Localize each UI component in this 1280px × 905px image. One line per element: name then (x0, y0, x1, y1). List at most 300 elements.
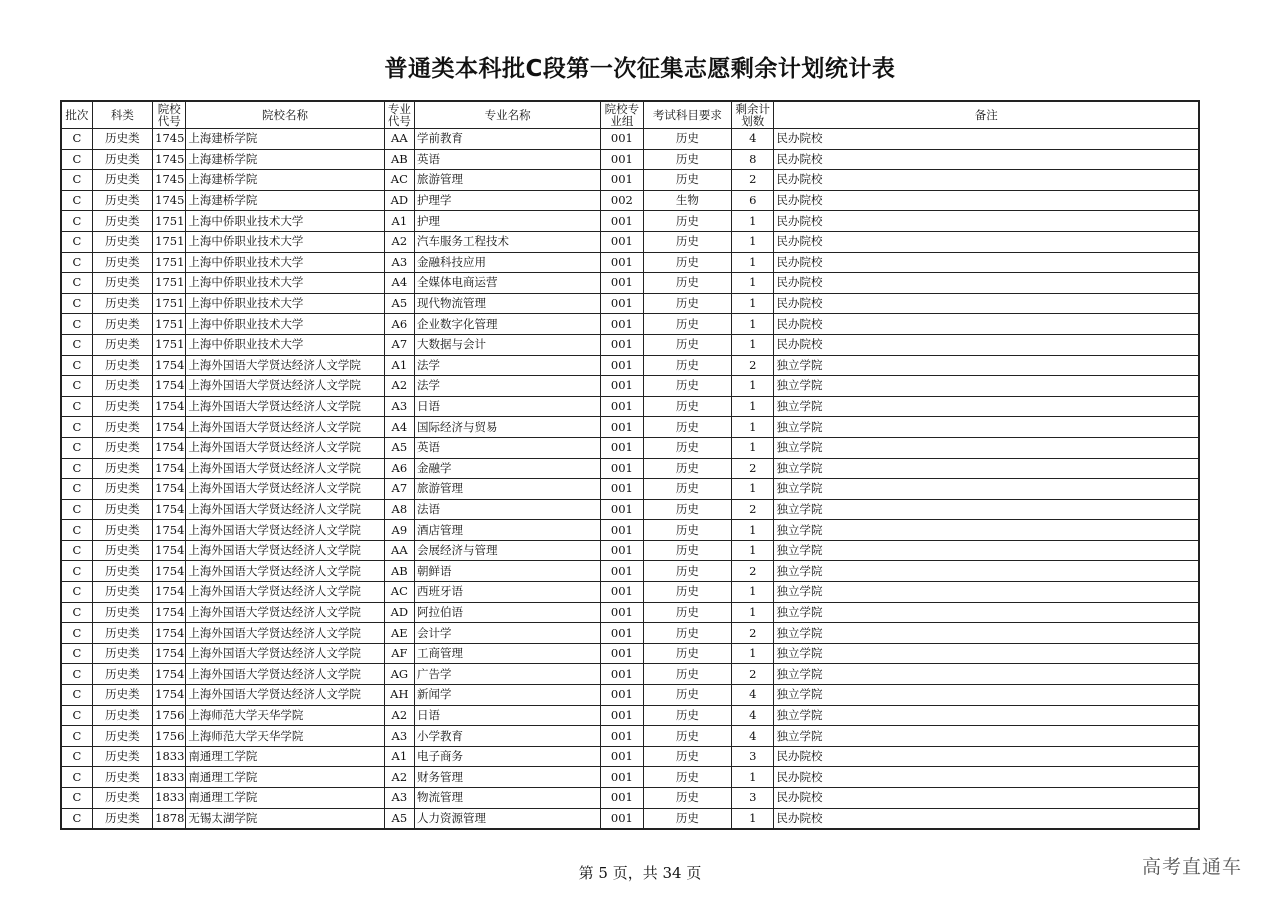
cell-major-name: 英语 (414, 437, 600, 458)
cell-remaining: 2 (732, 664, 774, 685)
cell-category: 历史类 (92, 582, 152, 603)
cell-major-code: AD (384, 190, 414, 211)
cell-school-code: 1754 (153, 520, 186, 541)
cell-batch: C (61, 190, 92, 211)
cell-category: 历史类 (92, 293, 152, 314)
cell-major-code: A8 (384, 499, 414, 520)
cell-major-code: AH (384, 685, 414, 706)
cell-category: 历史类 (92, 479, 152, 500)
cell-school-code: 1878 (153, 808, 186, 829)
cell-note: 民办院校 (774, 334, 1199, 355)
cell-school-name: 无锡太湖学院 (186, 808, 384, 829)
cell-school-code: 1754 (153, 582, 186, 603)
cell-category: 历史类 (92, 396, 152, 417)
header-remaining: 剩余计划数 (732, 101, 774, 129)
table-row (61, 520, 1199, 541)
cell-batch: C (61, 334, 92, 355)
cell-group: 001 (601, 561, 643, 582)
cell-school-name: 上海中侨职业技术大学 (186, 231, 384, 252)
cell-note: 独立学院 (774, 396, 1199, 417)
cell-batch: C (61, 520, 92, 541)
table-row (61, 252, 1199, 273)
cell-category: 历史类 (92, 129, 152, 150)
cell-remaining: 1 (732, 479, 774, 500)
cell-school-name: 上海中侨职业技术大学 (186, 252, 384, 273)
cell-major-name: 金融科技应用 (414, 252, 600, 273)
header-subject-req: 考试科目要求 (643, 101, 732, 129)
cell-major-name: 大数据与会计 (414, 334, 600, 355)
cell-category: 历史类 (92, 746, 152, 767)
cell-category: 历史类 (92, 149, 152, 170)
cell-school-code: 1754 (153, 355, 186, 376)
cell-school-name: 上海外国语大学贤达经济人文学院 (186, 499, 384, 520)
cell-school-name: 上海中侨职业技术大学 (186, 211, 384, 232)
cell-remaining: 1 (732, 540, 774, 561)
cell-category: 历史类 (92, 623, 152, 644)
table-row (61, 561, 1199, 582)
cell-major-name: 全媒体电商运营 (414, 273, 600, 294)
cell-major-name: 电子商务 (414, 746, 600, 767)
cell-remaining: 1 (732, 437, 774, 458)
cell-major-name: 会计学 (414, 623, 600, 644)
cell-remaining: 1 (732, 808, 774, 829)
header-group: 院校专业组 (601, 101, 643, 129)
cell-subject-req: 历史 (643, 334, 732, 355)
cell-group: 001 (601, 705, 643, 726)
cell-note: 独立学院 (774, 643, 1199, 664)
cell-school-name: 上海建桥学院 (186, 170, 384, 191)
table-row (61, 623, 1199, 644)
cell-batch: C (61, 767, 92, 788)
cell-group: 001 (601, 334, 643, 355)
cell-remaining: 1 (732, 334, 774, 355)
cell-school-name: 上海外国语大学贤达经济人文学院 (186, 376, 384, 397)
cell-group: 001 (601, 623, 643, 644)
table-row (61, 293, 1199, 314)
cell-batch: C (61, 561, 92, 582)
cell-major-code: AB (384, 561, 414, 582)
cell-major-name: 英语 (414, 149, 600, 170)
cell-major-code: A9 (384, 520, 414, 541)
cell-school-code: 1751 (153, 334, 186, 355)
cell-category: 历史类 (92, 685, 152, 706)
cell-group: 001 (601, 211, 643, 232)
cell-remaining: 2 (732, 170, 774, 191)
cell-batch: C (61, 643, 92, 664)
cell-category: 历史类 (92, 190, 152, 211)
cell-school-code: 1754 (153, 602, 186, 623)
cell-school-name: 上海师范大学天华学院 (186, 705, 384, 726)
table-row (61, 685, 1199, 706)
cell-subject-req: 历史 (643, 314, 732, 335)
cell-major-name: 法学 (414, 376, 600, 397)
cell-note: 独立学院 (774, 458, 1199, 479)
cell-major-code: A3 (384, 788, 414, 809)
cell-remaining: 1 (732, 376, 774, 397)
cell-school-code: 1754 (153, 437, 186, 458)
cell-subject-req: 历史 (643, 149, 732, 170)
cell-group: 001 (601, 273, 643, 294)
cell-batch: C (61, 314, 92, 335)
table-row (61, 170, 1199, 191)
cell-subject-req: 生物 (643, 190, 732, 211)
cell-category: 历史类 (92, 808, 152, 829)
cell-school-code: 1745 (153, 129, 186, 150)
cell-remaining: 4 (732, 705, 774, 726)
cell-batch: C (61, 705, 92, 726)
table-row (61, 479, 1199, 500)
cell-school-name: 上海外国语大学贤达经济人文学院 (186, 437, 384, 458)
cell-major-code: A2 (384, 231, 414, 252)
cell-school-name: 上海中侨职业技术大学 (186, 314, 384, 335)
cell-remaining: 1 (732, 293, 774, 314)
cell-category: 历史类 (92, 602, 152, 623)
cell-subject-req: 历史 (643, 129, 732, 150)
cell-school-name: 南通理工学院 (186, 767, 384, 788)
cell-group: 001 (601, 149, 643, 170)
cell-subject-req: 历史 (643, 211, 732, 232)
cell-school-code: 1754 (153, 458, 186, 479)
cell-note: 独立学院 (774, 582, 1199, 603)
cell-batch: C (61, 726, 92, 747)
cell-group: 001 (601, 355, 643, 376)
cell-school-code: 1754 (153, 540, 186, 561)
cell-group: 001 (601, 293, 643, 314)
cell-school-code: 1745 (153, 190, 186, 211)
cell-category: 历史类 (92, 499, 152, 520)
cell-batch: C (61, 273, 92, 294)
cell-category: 历史类 (92, 417, 152, 438)
cell-major-code: A6 (384, 458, 414, 479)
cell-note: 独立学院 (774, 479, 1199, 500)
cell-school-code: 1751 (153, 252, 186, 273)
cell-major-code: A1 (384, 746, 414, 767)
cell-major-name: 新闻学 (414, 685, 600, 706)
cell-note: 独立学院 (774, 705, 1199, 726)
cell-remaining: 6 (732, 190, 774, 211)
cell-remaining: 1 (732, 211, 774, 232)
cell-category: 历史类 (92, 170, 152, 191)
cell-subject-req: 历史 (643, 293, 732, 314)
cell-school-code: 1751 (153, 293, 186, 314)
cell-group: 001 (601, 231, 643, 252)
cell-batch: C (61, 685, 92, 706)
cell-major-code: A5 (384, 437, 414, 458)
page-footer: 第 5 页，共 34 页 (578, 864, 702, 882)
header-category: 科类 (92, 101, 152, 129)
cell-subject-req: 历史 (643, 417, 732, 438)
cell-subject-req: 历史 (643, 252, 732, 273)
cell-batch: C (61, 540, 92, 561)
cell-remaining: 4 (732, 129, 774, 150)
cell-note: 独立学院 (774, 540, 1199, 561)
table-body (61, 129, 1199, 830)
table-row (61, 273, 1199, 294)
cell-major-name: 旅游管理 (414, 170, 600, 191)
cell-batch: C (61, 231, 92, 252)
cell-batch: C (61, 479, 92, 500)
cell-group: 001 (601, 170, 643, 191)
table-row (61, 746, 1199, 767)
table-row (61, 231, 1199, 252)
cell-major-code: AG (384, 664, 414, 685)
cell-major-name: 人力资源管理 (414, 808, 600, 829)
cell-subject-req: 历史 (643, 396, 732, 417)
header-school-code: 院校代号 (153, 101, 186, 129)
cell-school-name: 上海建桥学院 (186, 129, 384, 150)
cell-note: 独立学院 (774, 376, 1199, 397)
cell-school-name: 上海外国语大学贤达经济人文学院 (186, 540, 384, 561)
cell-major-code: A4 (384, 273, 414, 294)
cell-subject-req: 历史 (643, 746, 732, 767)
cell-group: 001 (601, 685, 643, 706)
cell-subject-req: 历史 (643, 170, 732, 191)
cell-group: 001 (601, 129, 643, 150)
cell-school-name: 上海中侨职业技术大学 (186, 293, 384, 314)
cell-batch: C (61, 664, 92, 685)
table-row (61, 664, 1199, 685)
cell-school-name: 上海外国语大学贤达经济人文学院 (186, 355, 384, 376)
table-row (61, 396, 1199, 417)
table-row (61, 808, 1199, 829)
cell-remaining: 1 (732, 231, 774, 252)
cell-remaining: 1 (732, 252, 774, 273)
cell-major-name: 广告学 (414, 664, 600, 685)
cell-remaining: 1 (732, 396, 774, 417)
cell-major-code: AF (384, 643, 414, 664)
cell-group: 001 (601, 726, 643, 747)
cell-subject-req: 历史 (643, 643, 732, 664)
cell-batch: C (61, 417, 92, 438)
cell-school-name: 上海外国语大学贤达经济人文学院 (186, 582, 384, 603)
cell-group: 001 (601, 479, 643, 500)
cell-subject-req: 历史 (643, 664, 732, 685)
cell-remaining: 1 (732, 643, 774, 664)
cell-group: 001 (601, 602, 643, 623)
cell-remaining: 2 (732, 623, 774, 644)
table-row (61, 149, 1199, 170)
cell-major-code: A2 (384, 767, 414, 788)
cell-remaining: 1 (732, 602, 774, 623)
cell-batch: C (61, 170, 92, 191)
cell-remaining: 4 (732, 726, 774, 747)
cell-group: 001 (601, 376, 643, 397)
cell-category: 历史类 (92, 273, 152, 294)
cell-school-name: 上海外国语大学贤达经济人文学院 (186, 520, 384, 541)
cell-school-name: 上海外国语大学贤达经济人文学院 (186, 664, 384, 685)
cell-subject-req: 历史 (643, 685, 732, 706)
cell-school-code: 1754 (153, 499, 186, 520)
cell-major-code: A2 (384, 705, 414, 726)
cell-category: 历史类 (92, 437, 152, 458)
page-title: 普通类本科批C段第一次征集志愿剩余计划统计表 (384, 56, 896, 82)
cell-school-code: 1745 (153, 149, 186, 170)
cell-major-code: A3 (384, 396, 414, 417)
cell-category: 历史类 (92, 520, 152, 541)
table-row (61, 458, 1199, 479)
cell-remaining: 2 (732, 355, 774, 376)
cell-major-code: A2 (384, 376, 414, 397)
cell-note: 民办院校 (774, 190, 1199, 211)
table-row (61, 437, 1199, 458)
cell-remaining: 1 (732, 273, 774, 294)
cell-group: 001 (601, 767, 643, 788)
cell-subject-req: 历史 (643, 602, 732, 623)
cell-group: 001 (601, 664, 643, 685)
plan-table (60, 100, 1200, 830)
cell-school-code: 1756 (153, 705, 186, 726)
cell-school-code: 1751 (153, 273, 186, 294)
cell-major-name: 汽车服务工程技术 (414, 231, 600, 252)
cell-subject-req: 历史 (643, 808, 732, 829)
cell-batch: C (61, 376, 92, 397)
table-row (61, 767, 1199, 788)
cell-category: 历史类 (92, 664, 152, 685)
cell-batch: C (61, 252, 92, 273)
cell-school-code: 1754 (153, 685, 186, 706)
table-header-row (61, 101, 1199, 129)
table-row (61, 705, 1199, 726)
cell-remaining: 1 (732, 314, 774, 335)
cell-major-name: 会展经济与管理 (414, 540, 600, 561)
cell-major-name: 阿拉伯语 (414, 602, 600, 623)
cell-batch: C (61, 293, 92, 314)
cell-remaining: 3 (732, 788, 774, 809)
cell-batch: C (61, 808, 92, 829)
cell-batch: C (61, 582, 92, 603)
cell-school-name: 上海外国语大学贤达经济人文学院 (186, 643, 384, 664)
cell-school-code: 1754 (153, 376, 186, 397)
cell-major-name: 现代物流管理 (414, 293, 600, 314)
cell-remaining: 1 (732, 417, 774, 438)
cell-group: 001 (601, 437, 643, 458)
cell-school-name: 上海师范大学天华学院 (186, 726, 384, 747)
cell-school-code: 1751 (153, 211, 186, 232)
cell-major-code: A1 (384, 355, 414, 376)
cell-note: 独立学院 (774, 520, 1199, 541)
header-school-name: 院校名称 (186, 101, 384, 129)
cell-school-code: 1833 (153, 767, 186, 788)
cell-major-name: 法语 (414, 499, 600, 520)
cell-batch: C (61, 149, 92, 170)
cell-note: 独立学院 (774, 499, 1199, 520)
cell-subject-req: 历史 (643, 767, 732, 788)
cell-school-code: 1754 (153, 643, 186, 664)
table-row (61, 582, 1199, 603)
cell-major-code: A7 (384, 334, 414, 355)
cell-note: 民办院校 (774, 767, 1199, 788)
cell-note: 民办院校 (774, 746, 1199, 767)
cell-major-code: AA (384, 129, 414, 150)
cell-school-name: 上海外国语大学贤达经济人文学院 (186, 685, 384, 706)
table-row (61, 643, 1199, 664)
cell-note: 民办院校 (774, 211, 1199, 232)
cell-category: 历史类 (92, 726, 152, 747)
cell-subject-req: 历史 (643, 540, 732, 561)
cell-subject-req: 历史 (643, 273, 732, 294)
cell-category: 历史类 (92, 788, 152, 809)
cell-major-code: AD (384, 602, 414, 623)
cell-category: 历史类 (92, 376, 152, 397)
cell-note: 独立学院 (774, 726, 1199, 747)
cell-school-name: 上海外国语大学贤达经济人文学院 (186, 602, 384, 623)
cell-category: 历史类 (92, 211, 152, 232)
cell-major-code: AC (384, 582, 414, 603)
cell-subject-req: 历史 (643, 561, 732, 582)
cell-remaining: 2 (732, 561, 774, 582)
cell-group: 001 (601, 540, 643, 561)
cell-note: 民办院校 (774, 129, 1199, 150)
header-major-code: 专业代号 (384, 101, 414, 129)
cell-major-name: 工商管理 (414, 643, 600, 664)
cell-school-name: 上海外国语大学贤达经济人文学院 (186, 479, 384, 500)
cell-major-code: A1 (384, 211, 414, 232)
cell-school-name: 南通理工学院 (186, 746, 384, 767)
table-row (61, 190, 1199, 211)
cell-note: 民办院校 (774, 293, 1199, 314)
cell-subject-req: 历史 (643, 788, 732, 809)
cell-school-name: 上海外国语大学贤达经济人文学院 (186, 417, 384, 438)
cell-major-name: 酒店管理 (414, 520, 600, 541)
cell-subject-req: 历史 (643, 376, 732, 397)
cell-remaining: 3 (732, 746, 774, 767)
table-row (61, 788, 1199, 809)
cell-major-code: A3 (384, 726, 414, 747)
cell-major-name: 物流管理 (414, 788, 600, 809)
cell-group: 001 (601, 746, 643, 767)
cell-group: 001 (601, 458, 643, 479)
cell-major-name: 西班牙语 (414, 582, 600, 603)
cell-school-code: 1754 (153, 623, 186, 644)
cell-subject-req: 历史 (643, 231, 732, 252)
cell-note: 独立学院 (774, 437, 1199, 458)
cell-group: 001 (601, 788, 643, 809)
cell-note: 民办院校 (774, 314, 1199, 335)
cell-note: 民办院校 (774, 149, 1199, 170)
cell-major-code: AB (384, 149, 414, 170)
cell-subject-req: 历史 (643, 705, 732, 726)
table-row (61, 726, 1199, 747)
cell-batch: C (61, 602, 92, 623)
table-row (61, 334, 1199, 355)
cell-remaining: 1 (732, 767, 774, 788)
cell-note: 独立学院 (774, 623, 1199, 644)
cell-major-code: A4 (384, 417, 414, 438)
cell-subject-req: 历史 (643, 499, 732, 520)
cell-school-code: 1754 (153, 664, 186, 685)
cell-category: 历史类 (92, 540, 152, 561)
cell-batch: C (61, 623, 92, 644)
cell-remaining: 2 (732, 458, 774, 479)
cell-school-code: 1833 (153, 788, 186, 809)
cell-major-name: 日语 (414, 705, 600, 726)
cell-batch: C (61, 746, 92, 767)
cell-batch: C (61, 211, 92, 232)
cell-major-name: 日语 (414, 396, 600, 417)
cell-school-name: 上海外国语大学贤达经济人文学院 (186, 561, 384, 582)
watermark: 高考直通车 (1142, 856, 1243, 878)
cell-category: 历史类 (92, 705, 152, 726)
cell-batch: C (61, 437, 92, 458)
cell-note: 独立学院 (774, 417, 1199, 438)
table-row (61, 355, 1199, 376)
table-row (61, 129, 1199, 150)
header-batch: 批次 (61, 101, 92, 129)
cell-category: 历史类 (92, 643, 152, 664)
cell-subject-req: 历史 (643, 437, 732, 458)
cell-school-code: 1751 (153, 231, 186, 252)
cell-group: 001 (601, 417, 643, 438)
